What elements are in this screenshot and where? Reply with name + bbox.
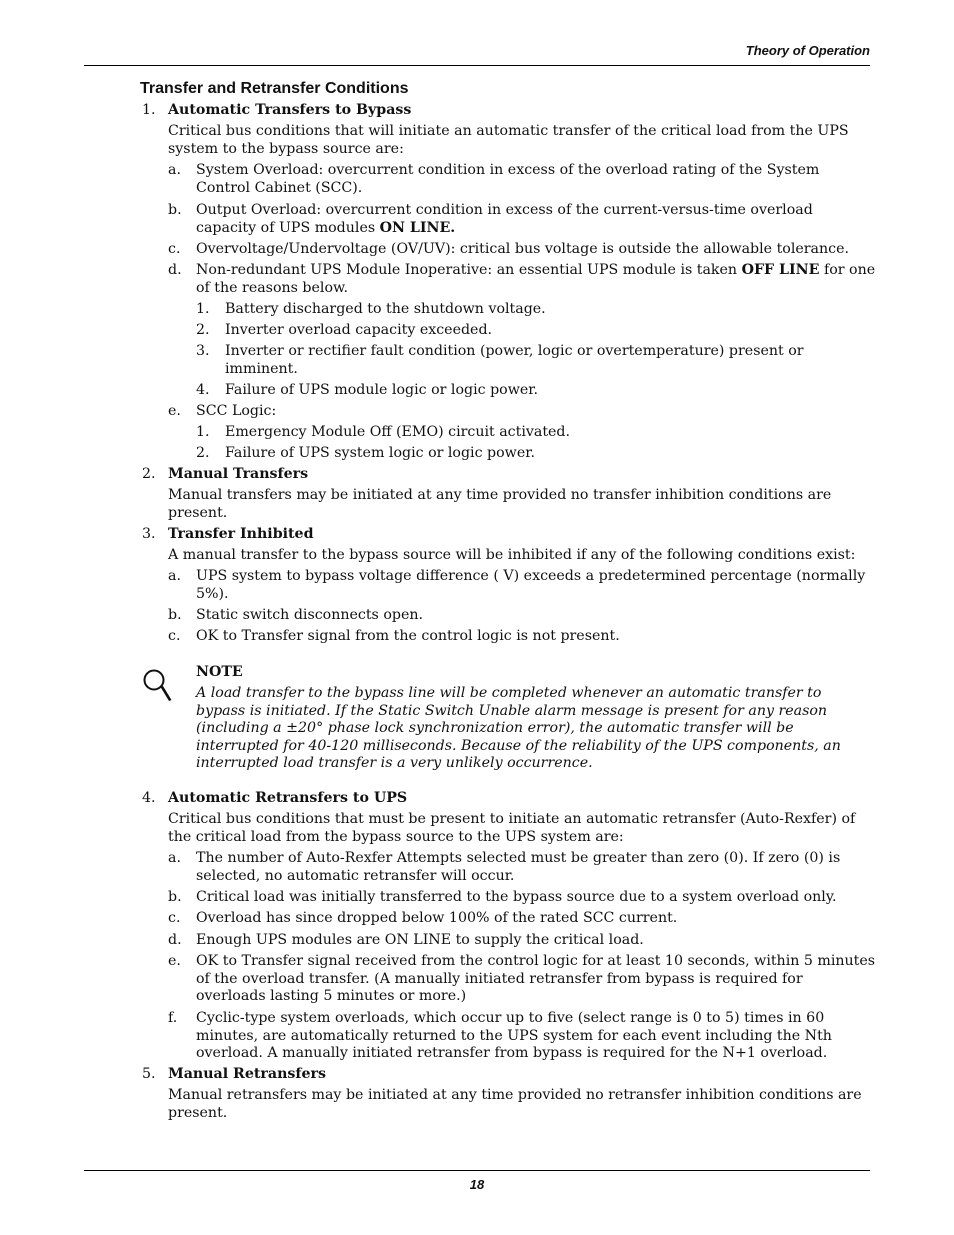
bold-term: OFF LINE bbox=[741, 262, 820, 278]
sub-label: e. bbox=[168, 403, 181, 419]
sub-text: OK to Transfer signal from the control logic is not present. bbox=[196, 628, 620, 644]
sub-text: OK to Transfer signal received from the control logic for at least 10 seconds, within 5 minutes of the overload transfer. (A manually initiated retransfer from bypass is required for overloads lasting 5 minutes or more.) bbox=[196, 953, 876, 1004]
sub-label: f. bbox=[168, 1010, 178, 1026]
subsub-label: 2. bbox=[196, 322, 210, 338]
list-number: 5. bbox=[142, 1066, 156, 1082]
sub-label: d. bbox=[168, 262, 182, 278]
list-number: 3. bbox=[142, 526, 156, 542]
subsub-label: 1. bbox=[196, 424, 210, 440]
sub-text: Enough UPS modules are ON LINE to supply the critical load. bbox=[196, 932, 644, 948]
sub-text: Cyclic-type system overloads, which occur up to five (select range is 0 to 5) times in 60 minutes, are automatically returned to the UPS system for each event including the Nth overload. A manually initiated retransfer from bypass is required for the N+1 overload. bbox=[196, 1010, 832, 1061]
item-intro: Critical bus conditions that will initiate an automatic transfer of the critical load from the UPS system to the bypass source are: bbox=[168, 123, 849, 157]
subsub-label: 4. bbox=[196, 382, 210, 398]
sub-text: Overload has since dropped below 100% of the rated SCC current. bbox=[196, 910, 678, 926]
sub-text: Critical load was initially transferred to the bypass source due to a system overload only. bbox=[196, 889, 837, 905]
sub-text: SCC Logic: bbox=[196, 403, 277, 419]
sub-text-part: Output Overload: overcurrent condition in excess of the current-versus-time overload capacity of UPS modules bbox=[196, 202, 813, 236]
item-title: Automatic Retransfers to UPS bbox=[168, 790, 408, 806]
sub-label: a. bbox=[168, 568, 181, 584]
subsub-text: Inverter or rectifier fault condition (power, logic or overtemperature) present or imminent. bbox=[225, 343, 804, 377]
subsub-label: 2. bbox=[196, 445, 210, 461]
sub-text bbox=[196, 202, 876, 237]
section-title: Transfer and Retransfer Conditions bbox=[140, 80, 409, 97]
list-number: 4. bbox=[142, 790, 156, 806]
note-text: A load transfer to the bypass line will be completed whenever an automatic transfer to bypass is initiated. If the Static Switch Unable alarm message is present for any reason (including a ±20° phase lock synchronization error), the automatic transfer will be interrupted for 40-120 milliseconds. Because of the reliability of the UPS components, an interrupted load transfer is a very unlikely occurrence. bbox=[196, 685, 841, 771]
sub-label: b. bbox=[168, 889, 182, 905]
item-intro: Manual transfers may be initiated at any time provided no transfer inhibition conditions are present. bbox=[168, 487, 832, 521]
sub-text-part: for one of the reasons below. bbox=[196, 262, 876, 296]
item-title: Automatic Transfers to Bypass bbox=[168, 102, 412, 118]
subsub-text: Battery discharged to the shutdown voltage. bbox=[225, 301, 546, 317]
magnifier-icon bbox=[142, 668, 174, 706]
list-number: 2. bbox=[142, 466, 156, 482]
note-heading: NOTE bbox=[196, 664, 243, 680]
sub-label: a. bbox=[168, 850, 181, 866]
sub-text: Static switch disconnects open. bbox=[196, 607, 423, 623]
subsub-text: Failure of UPS system logic or logic power. bbox=[225, 445, 535, 461]
item-title: Manual Retransfers bbox=[168, 1066, 326, 1082]
subsub-text: Emergency Module Off (EMO) circuit activated. bbox=[225, 424, 571, 440]
sub-label: c. bbox=[168, 241, 181, 257]
item-intro: A manual transfer to the bypass source will be inhibited if any of the following conditions exist: bbox=[168, 547, 856, 563]
item-intro: Critical bus conditions that must be present to initiate an automatic retransfer (Auto-Rexfer) of the critical load from the bypass source to the UPS system are: bbox=[168, 811, 856, 845]
sub-label: b. bbox=[168, 607, 182, 623]
subsub-label: 3. bbox=[196, 343, 210, 359]
item-title: Transfer Inhibited bbox=[168, 526, 314, 542]
sub-text: UPS system to bypass voltage difference ( V) exceeds a predetermined percentage (normally 5%). bbox=[196, 568, 866, 602]
bold-term: ON LINE. bbox=[379, 219, 456, 236]
sub-label: c. bbox=[168, 910, 181, 926]
sub-label: a. bbox=[168, 162, 181, 178]
page-number: 18 bbox=[469, 1177, 485, 1192]
list-number: 1. bbox=[142, 102, 156, 118]
sub-label: d. bbox=[168, 932, 182, 948]
sub-text-part: Non-redundant UPS Module Inoperative: an essential UPS module is taken bbox=[196, 262, 738, 278]
subsub-text: Inverter overload capacity exceeded. bbox=[225, 322, 493, 338]
sub-text: Overvoltage/Undervoltage (OV/UV): critical bus voltage is outside the allowable tolerance. bbox=[196, 241, 849, 257]
sub-text bbox=[196, 262, 876, 297]
subsub-text: Failure of UPS module logic or logic power. bbox=[225, 382, 538, 398]
footer-rule bbox=[84, 1170, 870, 1171]
sub-text: System Overload: overcurrent condition in excess of the overload rating of the System Control Cabinet (SCC). bbox=[196, 162, 820, 196]
running-header: Theory of Operation bbox=[745, 43, 870, 58]
sub-label: c. bbox=[168, 628, 181, 644]
item-intro: Manual retransfers may be initiated at any time provided no retransfer inhibition conditions are present. bbox=[168, 1087, 862, 1121]
sub-text: The number of Auto-Rexfer Attempts selected must be greater than zero (0). If zero (0) is selected, no automatic retransfer will occur. bbox=[196, 850, 841, 884]
subsub-label: 1. bbox=[196, 301, 210, 317]
sub-label: e. bbox=[168, 953, 181, 969]
header-rule bbox=[84, 65, 870, 66]
sub-label: b. bbox=[168, 202, 182, 218]
item-title: Manual Transfers bbox=[168, 466, 309, 482]
